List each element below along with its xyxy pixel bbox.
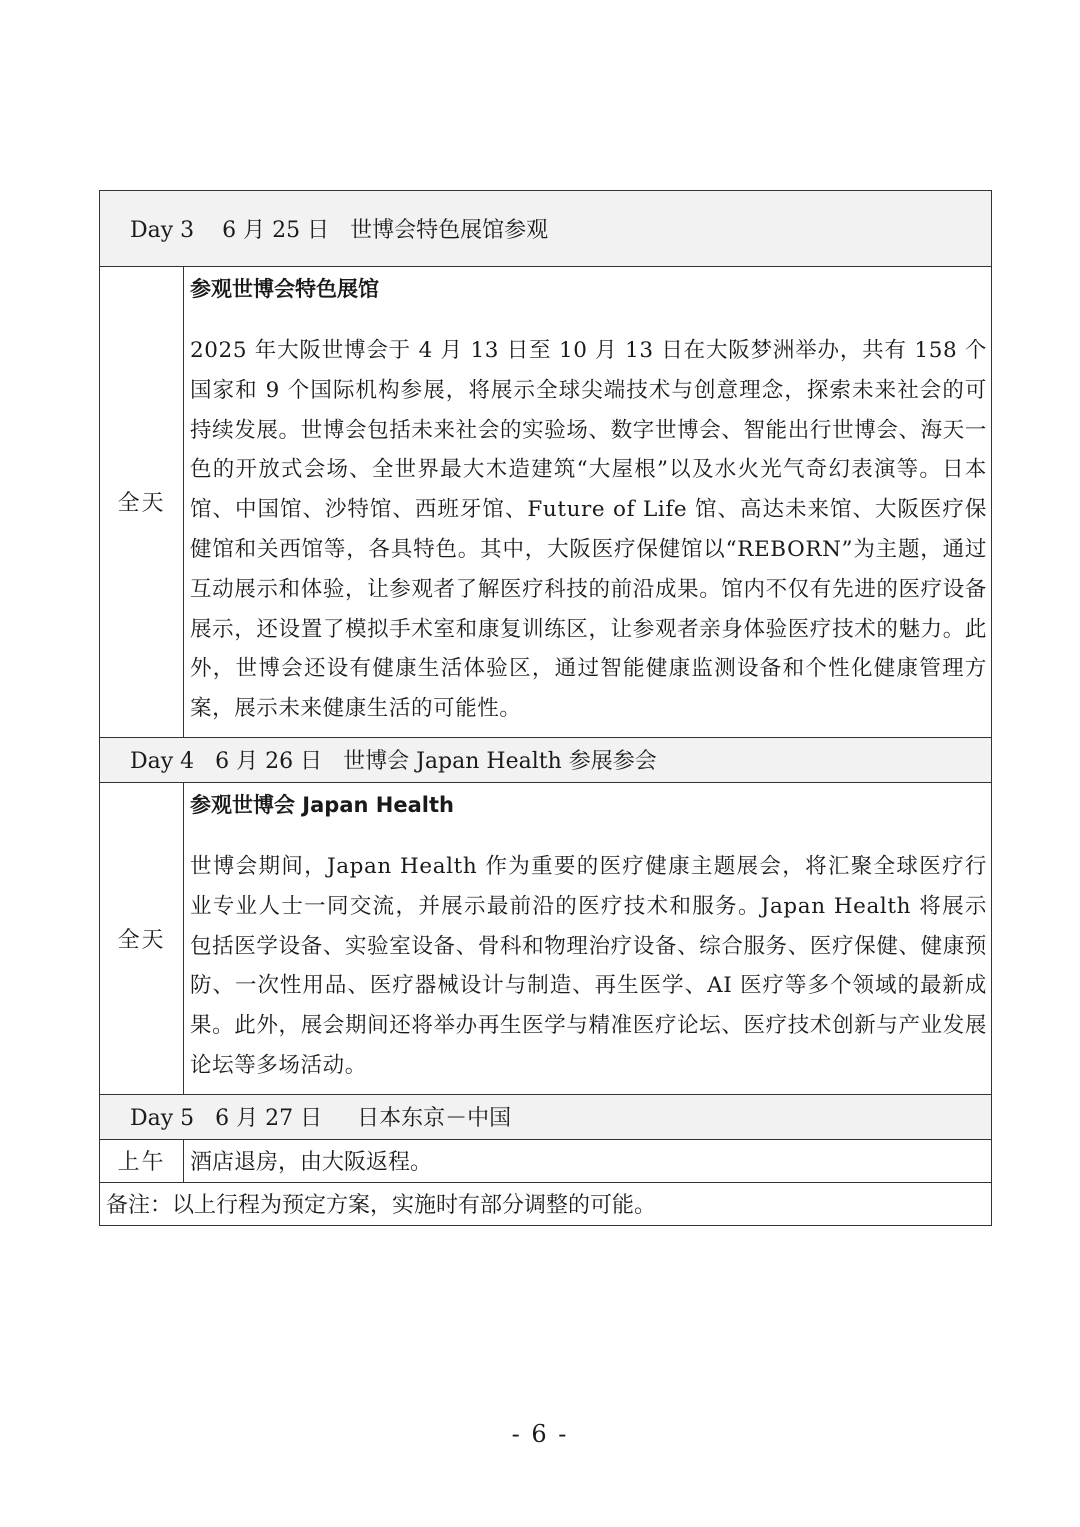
day-4-title: 参观世博会 Japan Health (190, 792, 454, 817)
day-5-header: Day 5 6 月 27 日 日本东京－中国 (130, 1106, 512, 1132)
note-text: 备注：以上行程为预定方案，实施时有部分调整的可能。 (100, 1182, 992, 1225)
day-3-content-row (100, 267, 992, 738)
day-3-body: 2025 年大阪世博会于 4 月 13 日至 10 月 13 日在大阪梦洲举办，共有 158 个国家和 9 个国际机构参展，将展示全球尖端技术与创意理念，探索未来社会的可持续发展。世博会包括未来社会的实验场、数字世博会、智能出行世博会、海天一色的开放式会场、全世界最大木造建筑“大屋根”以及水火光气奇幻表演等。日本馆、中国馆、沙特馆、西班牙馆、Future of Life 馆、高达未来馆、大阪医疗保健馆和关西馆等，各具特色。其中，大阪医疗保健馆以“REBORN”为主题，通过互动展示和体验，让参观者了解医疗科技的前沿成果。馆内不仅有先进的医疗设备展示，还设置了模拟手术室和康复训练区，让参观者亲身体验医疗技术的魅力。此外，世博会还设有健康生活体验区，通过智能健康监测设备和个性化健康管理方案，展示未来健康生活的可能性。 (190, 338, 988, 722)
day-5-body: 酒店退房，由大阪返程。 (184, 1139, 992, 1182)
day-3-title: 参观世博会特色展馆 (190, 277, 379, 301)
day-5-content-row (100, 1139, 992, 1182)
day-3-period: 全天 (100, 267, 184, 738)
day-4-content-row (100, 782, 992, 1094)
day-4-period: 全天 (100, 782, 184, 1094)
note-row (100, 1182, 992, 1225)
day-3-content (184, 267, 992, 738)
day-4-header-row (100, 737, 992, 782)
day-5-header-row (100, 1094, 992, 1139)
itinerary-table (99, 190, 992, 1226)
day-4-content (184, 782, 992, 1094)
day-3-header-cell (100, 191, 992, 267)
day-4-header-cell (100, 737, 992, 782)
day-4-header: Day 4 6 月 26 日 世博会 Japan Health 参展参会 (130, 749, 657, 775)
day-5-period: 上午 (100, 1139, 184, 1182)
day-5-header-cell (100, 1094, 992, 1139)
day-3-header-row (100, 191, 992, 267)
page-number: - 6 - (511, 1420, 569, 1448)
day-4-body: 世博会期间，Japan Health 作为重要的医疗健康主题展会，将汇聚全球医疗行业专业人士一同交流，并展示最前沿的医疗技术和服务。Japan Health 将展示包括医学设备、实验室设备、骨科和物理治疗设备、综合服务、医疗保健、健康预防、一次性用品、医疗器械设计与制造、再生医学、AI 医疗等多个领域的最新成果。此外，展会期间还将举办再生医学与精准医疗论坛、医疗技术创新与产业发展论坛等多场活动。 (190, 853, 988, 1078)
day-3-header: Day 3 6 月 25 日 世博会特色展馆参观 (130, 218, 549, 243)
